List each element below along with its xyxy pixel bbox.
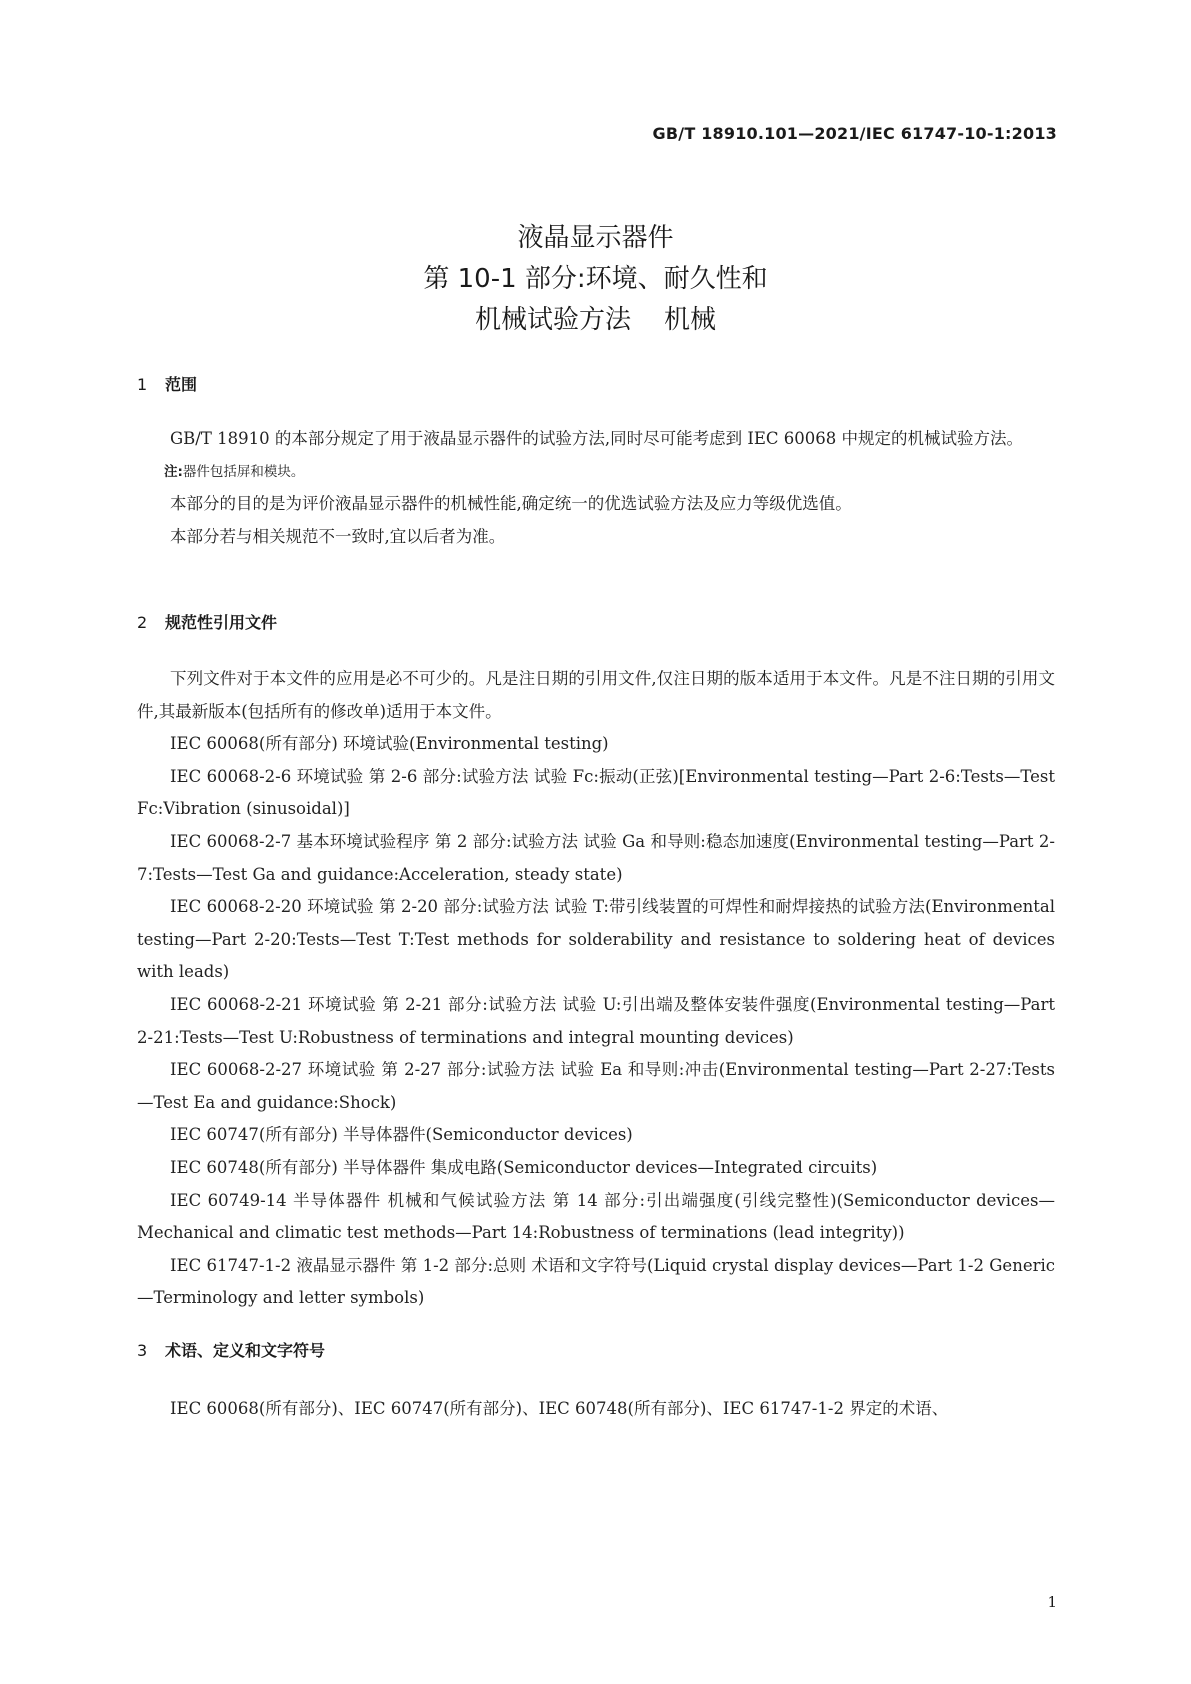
reference-item: IEC 60068(所有部分) 环境试验(Environmental testing) bbox=[170, 734, 609, 754]
section-1-title: 范围 bbox=[165, 375, 198, 394]
note-text: 器件包括屏和模块。 bbox=[182, 463, 305, 480]
document-title bbox=[0, 218, 1191, 341]
standard-number: GB/T 18910.101—2021/IEC 61747-10-1:2013 bbox=[652, 124, 1057, 143]
section-3-body bbox=[137, 1393, 1055, 1426]
reference-item: IEC 61747-1-2 液晶显示器件 第 1-2 部分:总则 术语和文字符号(Liquid crystal display devices—Part 1-2 Generic—Terminology and letter symbols) bbox=[137, 1255, 1055, 1308]
section-2-body bbox=[137, 663, 1055, 1315]
precedence-paragraph: 本部分若与相关规范不一致时,宜以后者为准。 bbox=[170, 526, 506, 546]
section-3-heading bbox=[137, 1338, 325, 1361]
reference-item: IEC 60068-2-27 环境试验 第 2-27 部分:试验方法 试验 Ea 和导则:冲击(Environmental testing—Part 2-27:Tests—Test Ea and guidance:Shock) bbox=[137, 1060, 1055, 1112]
reference-item: IEC 60749-14 半导体器件 机械和气候试验方法 第 14 部分:引出端强度(引线完整性)(Semiconductor devices—Mechanical and climatic test methods—Part 14:Robustness of terminations (lead integrity)) bbox=[137, 1190, 1055, 1243]
section-1-number: 1 bbox=[137, 375, 148, 394]
reference-item: IEC 60748(所有部分) 半导体器件 集成电路(Semiconductor devices—Integrated circuits) bbox=[170, 1157, 878, 1177]
section-1-body bbox=[137, 423, 1055, 553]
section-2-heading bbox=[137, 610, 277, 633]
scope-paragraph: GB/T 18910 的本部分规定了用于液晶显示器件的试验方法,同时尽可能考虑到 IEC 60068 中规定的机械试验方法。 bbox=[170, 429, 1024, 448]
page-number: 1 bbox=[1047, 1593, 1057, 1611]
reference-item: IEC 60747(所有部分) 半导体器件(Semiconductor devices) bbox=[170, 1125, 633, 1145]
title-line-3: 机械试验方法 机械 bbox=[474, 305, 717, 335]
section-3-number: 3 bbox=[137, 1341, 148, 1360]
title-line-1: 液晶显示器件 bbox=[517, 223, 674, 253]
section-3-title: 术语、定义和文字符号 bbox=[165, 1341, 326, 1360]
references-intro: 下列文件对于本文件的应用是必不可少的。凡是注日期的引用文件,仅注日期的版本适用于本文件。凡是不注日期的引用文件,其最新版本(包括所有的修改单)适用于本文件。 bbox=[137, 669, 1055, 721]
section-2-title: 规范性引用文件 bbox=[165, 613, 278, 632]
scope-note bbox=[137, 456, 1055, 489]
purpose-paragraph: 本部分的目的是为评价液晶显示器件的机械性能,确定统一的优选试验方法及应力等级优选值。 bbox=[170, 494, 852, 514]
section-1-heading bbox=[137, 372, 197, 395]
reference-item: IEC 60068-2-7 基本环境试验程序 第 2 部分:试验方法 试验 Ga 和导则:稳态加速度(Environmental testing—Part 2-7:Tests—Test Ga and guidance:Acceleration, steady state) bbox=[137, 831, 1055, 884]
reference-item: IEC 60068-2-20 环境试验 第 2-20 部分:试验方法 试验 T:带引线装置的可焊性和耐焊接热的试验方法(Environmental testing—Part 2-20:Tests—Test T:Test methods for solderability and resistance to soldering heat of devices with leads) bbox=[137, 897, 1055, 982]
note-label: 注: bbox=[164, 463, 183, 480]
reference-item: IEC 60068-2-6 环境试验 第 2-6 部分:试验方法 试验 Fc:振动(正弦)[Environmental testing—Part 2-6:Tests—Test Fc:Vibration (sinusoidal)] bbox=[137, 766, 1055, 819]
reference-item: IEC 60068-2-21 环境试验 第 2-21 部分:试验方法 试验 U:引出端及整体安装件强度(Environmental testing—Part 2-21:Tests—Test U:Robustness of terminations and integral mounting devices) bbox=[137, 994, 1055, 1047]
section-2-number: 2 bbox=[137, 613, 148, 632]
terms-paragraph: IEC 60068(所有部分)、IEC 60747(所有部分)、IEC 60748(所有部分)、IEC 61747-1-2 界定的术语、 bbox=[170, 1399, 949, 1418]
title-line-2: 第 10-1 部分:环境、耐久性和 bbox=[423, 264, 768, 294]
